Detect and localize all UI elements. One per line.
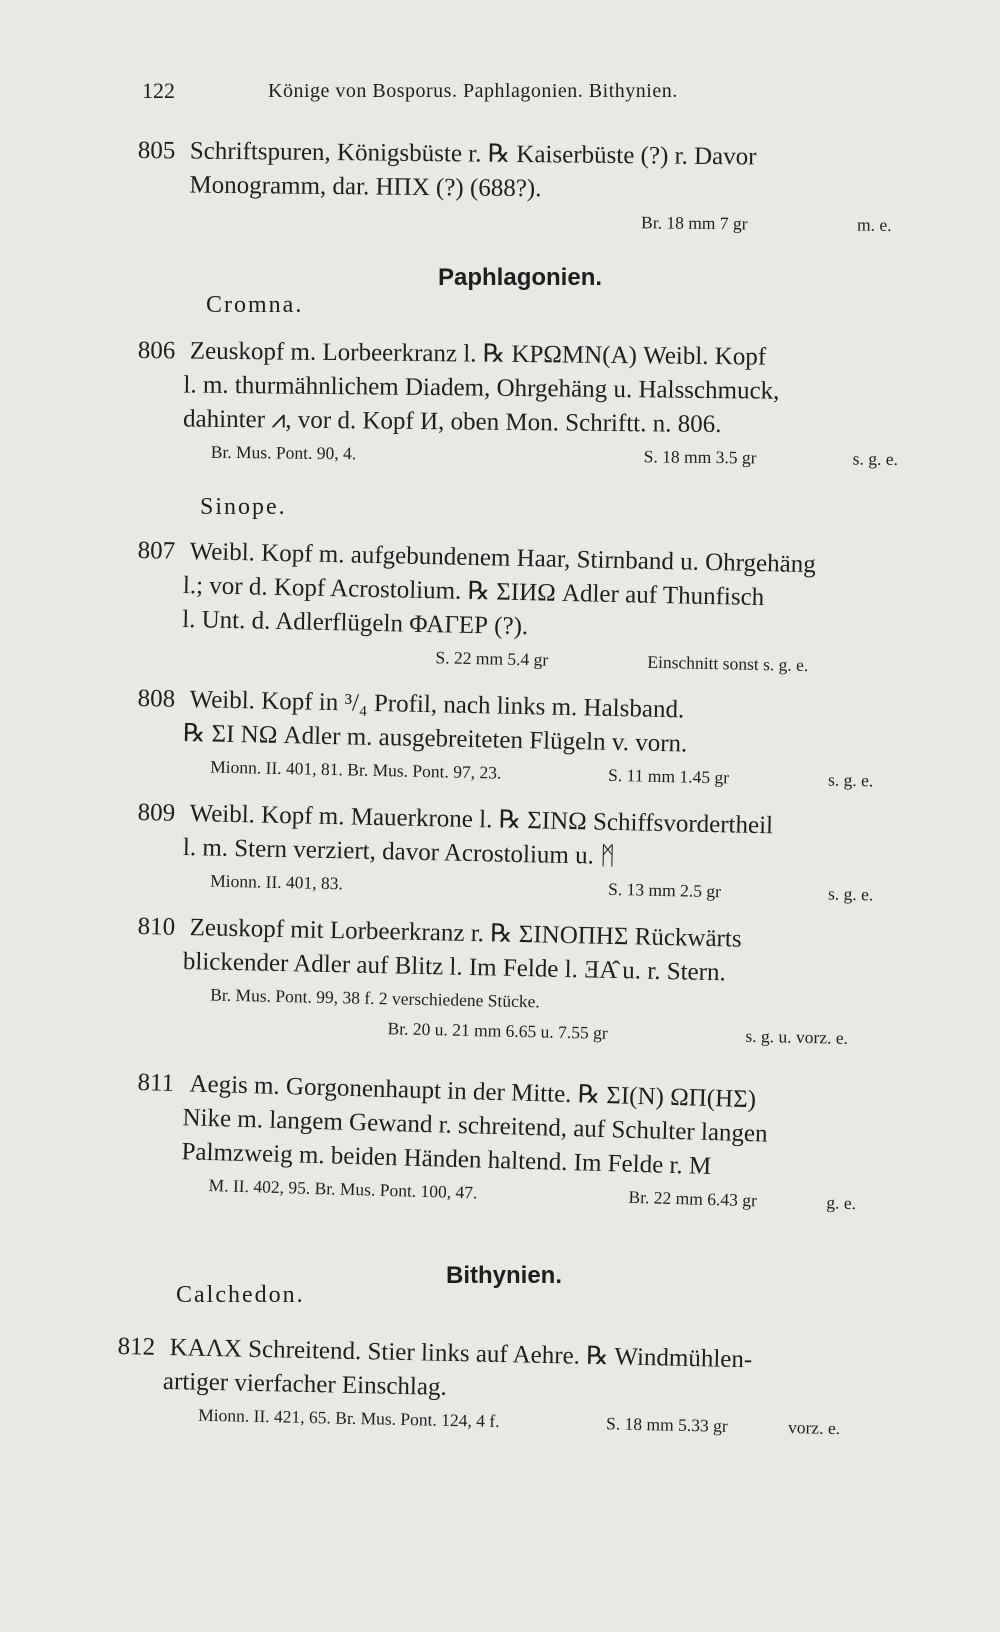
metal-size-weight: Br. 20 u. 21 mm 6.65 u. 7.55 gr [387, 1018, 608, 1043]
reference: M. II. 402, 95. Br. Mus. Pont. 100, 47. [208, 1175, 478, 1203]
metal-size-weight: S. 13 mm 2.5 gr [607, 878, 722, 902]
catalog-entry-811 [134, 1066, 907, 1219]
entry-text-line: Weibl. Kopf m. aufgebundenem Haar, Stirnband u. Ohrgehäng [189, 538, 817, 579]
entry-number: 805 [137, 136, 176, 165]
entry-text-line: Weibl. Kopf in ³/₄ Profil, nach links m. Halsband. [189, 686, 685, 724]
condition: g. e. [826, 1192, 857, 1214]
entry-meta [189, 203, 907, 241]
condition: m. e. [856, 214, 892, 235]
running-title: Könige von Bosporus. Paphlagonien. Bithynien. [268, 80, 678, 102]
metal-size-weight: S. 18 mm 3.5 gr [643, 446, 757, 468]
entry-number: 810 [137, 912, 176, 941]
entry-number: 811 [137, 1068, 175, 1098]
condition: s. g. u. vorz. e. [745, 1025, 849, 1048]
reference: Br. Mus. Pont. 90, 4. [210, 441, 357, 464]
entry-number: 808 [137, 684, 176, 713]
entry-text-line: ΚΑΛΧ Schreitend. Stier links auf Aehre. ℞ Windmühlen- [169, 1334, 753, 1374]
entry-number: 807 [137, 536, 176, 565]
reference: Mionn. II. 401, 81. Br. Mus. Pont. 97, 23. [210, 756, 502, 783]
metal-size-weight: S. 22 mm 5.4 gr [435, 647, 549, 670]
entry-text-line: l.; vor d. Kopf Acrostolium. ℞ ΣΙИΩ Adler auf Thunfisch [182, 571, 765, 612]
entry-text-line: dahinter ⩘, vor d. Kopf И, oben Mon. Schriftt. n. 806. [182, 405, 722, 439]
condition: s. g. e. [827, 769, 874, 791]
catalog-entry-805 [137, 134, 908, 240]
page-number: 122 [142, 78, 175, 103]
entry-text-line: artiger vierfacher Einschlag. [162, 1367, 448, 1401]
metal-size-weight: S. 18 mm 5.33 gr [605, 1413, 728, 1436]
entry-text-line: ℞ ΣΙ ΝΩ Adler m. ausgebreiteten Flügeln v. vorn. [182, 719, 688, 758]
condition: s. g. e. [827, 883, 874, 905]
section-heading: Bithynien. [446, 1262, 563, 1289]
entry-text-line: Monogramm, dar. HΠX (?) (688?). [189, 171, 542, 203]
condition: Einschnitt sonst s. g. e. [647, 651, 809, 676]
reference: Mionn. II. 401, 83. [210, 870, 344, 894]
catalog-entry-809 [136, 796, 908, 910]
metal-size-weight: Br. 22 mm 6.43 gr [628, 1186, 758, 1211]
place-heading: Sinope. [200, 494, 287, 520]
catalog-entry-807 [135, 534, 908, 682]
condition: vorz. e. [787, 1417, 841, 1439]
entry-number: 812 [117, 1332, 156, 1361]
metal-size-weight: Br. 18 mm 7 gr [640, 212, 748, 234]
catalog-entry-806 [137, 334, 908, 474]
entry-text-line: Schriftspuren, Königsbüste r. ℞ Kaiserbüste (?) r. Davor [189, 137, 757, 171]
place-heading: Calchedon. [176, 1282, 305, 1308]
reference: Br. Mus. Pont. 99, 38 f. 2 verschiedene Stücke. [210, 984, 540, 1012]
entry-text-line: l. m. Stern verziert, davor Acrostolium u. ᛗ [182, 833, 616, 871]
entry-text-line: l. Unt. d. Adlerflügeln ΦΑΓΕΡ (?). [181, 605, 529, 641]
entry-text-line: Palmzweig m. beiden Händen haltend. Im Felde r. Μ [181, 1138, 712, 1181]
entry-text-line: Weibl. Kopf m. Mauerkrone l. ℞ ΣΙΝΩ Schiffsvordertheil [189, 800, 774, 840]
reference: Mionn. II. 421, 65. Br. Mus. Pont. 124, 4 f. [198, 1404, 500, 1432]
entry-text-line: blickender Adler auf Blitz l. Im Felde l. ƎΑ̂ u. r. Stern. [182, 947, 727, 987]
entry-text-line: Nike m. langem Gewand r. schreitend, auf Schulter langen [182, 1104, 768, 1148]
place-heading: Cromna. [206, 292, 304, 318]
entry-text-line: Zeuskopf m. Lorbeerkranz l. ℞ ΚΡΩΜΝ(Α) Weibl. Kopf [189, 337, 767, 371]
section-heading: Paphlagonien. [438, 264, 603, 291]
entry-text-line: Aegis m. Gorgonenhaupt in der Mitte. ℞ ΣΙ(Ν) ΩΠ(ΗΣ) [189, 1070, 757, 1114]
entry-meta [189, 437, 907, 475]
catalog-entry-810 [135, 910, 908, 1054]
catalog-entry-808 [136, 682, 908, 796]
entry-number: 806 [137, 336, 176, 365]
entry-number: 809 [137, 798, 176, 827]
entry-text-line: Zeuskopf mit Lorbeerkranz r. ℞ ΣΙΝΟΠΗΣ Rückwärts [189, 914, 742, 953]
entry-text-line: l. m. thurmähnlichem Diadem, Ohrgehäng u. Halsschmuck, [183, 371, 780, 405]
metal-size-weight: S. 11 mm 1.45 gr [607, 764, 730, 788]
running-header [142, 78, 900, 108]
condition: s. g. e. [852, 448, 899, 469]
catalog-entry-812 [116, 1330, 888, 1444]
